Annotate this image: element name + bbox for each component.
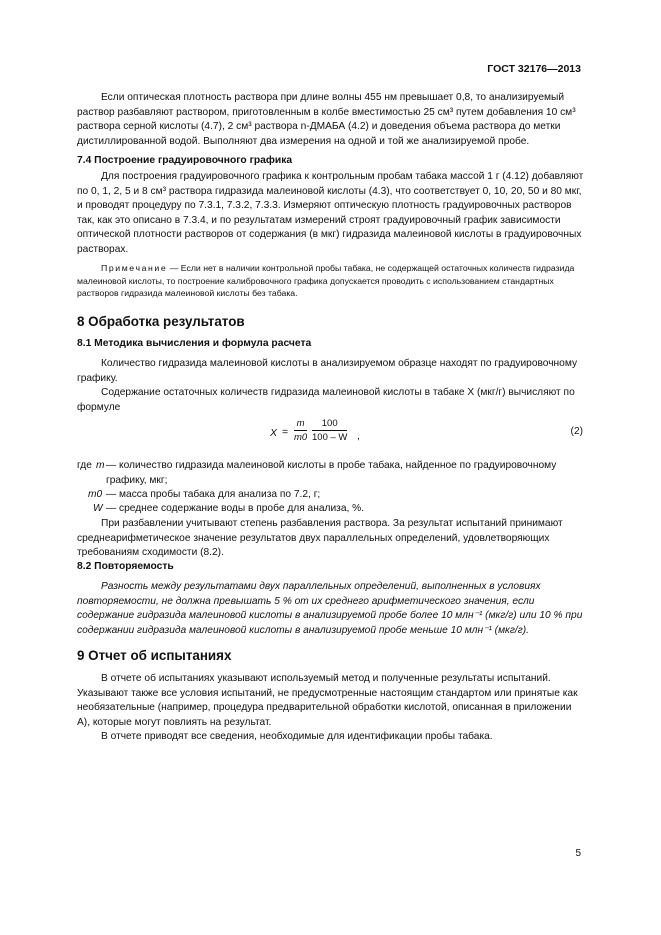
formula-lhs: X	[270, 427, 278, 439]
heading-8-1: 8.1 Методика вычисления и формула расчета	[77, 338, 312, 349]
where-definition-m: — количество гидразида малеиновой кислоты в пробе табака, найденное по градуировочному графику, мкг;	[106, 460, 557, 486]
heading-section-8: 8 Обработка результатов	[77, 314, 245, 329]
where-lead: где	[77, 460, 92, 471]
fraction-numerator-m: m	[294, 418, 307, 431]
note-block	[77, 262, 585, 300]
where-symbol-w: W	[93, 503, 103, 514]
formula-equals: =	[282, 426, 289, 438]
where-symbol-m: m	[96, 460, 105, 471]
fraction-denominator-m0: m0	[294, 432, 308, 443]
equation-number: (2)	[570, 426, 583, 437]
where-definition-m0: — масса пробы табака для анализа по 7.2, г;	[106, 489, 321, 500]
heading-7-4: 7.4 Построение градуировочного графика	[77, 155, 293, 166]
paragraph-calibration: Для построения градуировочного графика к контрольным пробам табака массой 1 г (4.12) добавляют по 0, 1, 2, 5 и 8 см³ раствора гидразида малеиновой кислоты (4.3), что соответствует 0, 10, 20, 50 и 80 мкг, и проводят процедуру по 7.3.1, 7.3.2, 7.3.3. Измеряют оптическую плотность градуировочных растворов так, как это описано в 7.3.4, и по результатам измерений строят градуировочный график зависимости оптической плотности растворов от содержания (в мкг) гидразида малеиновой кислоты в градуировочных растворах.	[77, 171, 584, 255]
fraction-100-over-100-minus-w	[312, 418, 347, 443]
heading-8-2: 8.2 Повторяемость	[77, 561, 174, 572]
paragraph-found-by-graph: Количество гидразида малеиновой кислоты в анализируемом образце находят по градуировочному графику.	[77, 358, 578, 384]
formula-2	[270, 418, 390, 454]
where-definition-w: — среднее содержание воды в пробе для анализа, %.	[106, 503, 365, 514]
paragraph-repeatability: Разность между результатами двух параллельных определений, выполненных в условиях повторяемости, не должна превышать 5 % от их среднего арифметического значения, если содержание гидразида малеиновой кислоты в анализируемой пробе более 10 млн⁻¹ (мкг/г) или 10 % при содержании гидразида малеиновой кислоты в анализируемой пробе меньше 10 млн⁻¹ (мкг/г).	[77, 581, 583, 636]
fraction-m-over-m0	[294, 418, 307, 443]
fraction-numerator-100: 100	[312, 418, 347, 431]
where-symbol-m0: m0	[88, 489, 103, 500]
note-text: — Если нет в наличии контрольной пробы табака, не содержащей остаточных количеств гидразида малеиновой кислоты, то построение калибровочного графика допускается проводить с использованием стандартных растворов гидразида малеиновой кислоты без табака.	[77, 263, 575, 299]
fraction-denominator-100-minus-w: 100 – W	[312, 432, 348, 443]
paragraph-report-identification: В отчете приводят все сведения, необходимые для идентификации пробы табака.	[101, 731, 493, 742]
paragraph-result: При разбавлении учитывают степень разбавления раствора. За результат испытаний принимают среднеарифметическое значение результатов двух параллельных определений, удовлетворяющих требованиям сходимости (8.2).	[77, 518, 563, 559]
paragraph-formula-intro: Содержание остаточных количеств гидразида малеиновой кислоты в табаке X (мкг/г) вычисляют по формуле	[77, 387, 575, 413]
paragraph-report-contents: В отчете об испытаниях указывают используемый метод и полученные результаты испытаний. Указывают также все условия испытаний, не предусмотренные настоящим стандартом или принятые как необязательные (например, процедура предварительной обработки кислотой, описанная в приложении А), которые могут повлиять на результат.	[77, 673, 578, 728]
heading-section-9: 9 Отчет об испытаниях	[77, 648, 232, 663]
paragraph-dilution: Если оптическая плотность раствора при длине волны 455 нм превышает 0,8, то анализируемый раствор разбавляют раствором, приготовленным в колбе вместимостью 25 см³ путем добавления 10 см³ раствора серной кислоты (4.7), 2 см³ раствора n-ДМАБА (4.2) и доведения объема раствора до метки дистиллированной водой. Выполняют два измерения на одной и той же анализируемой пробе.	[77, 92, 576, 147]
page-number: 5	[575, 848, 581, 859]
standard-code: ГОСТ 32176—2013	[487, 63, 581, 75]
note-label: Примечание	[101, 263, 168, 273]
formula-comma: ,	[357, 430, 360, 442]
